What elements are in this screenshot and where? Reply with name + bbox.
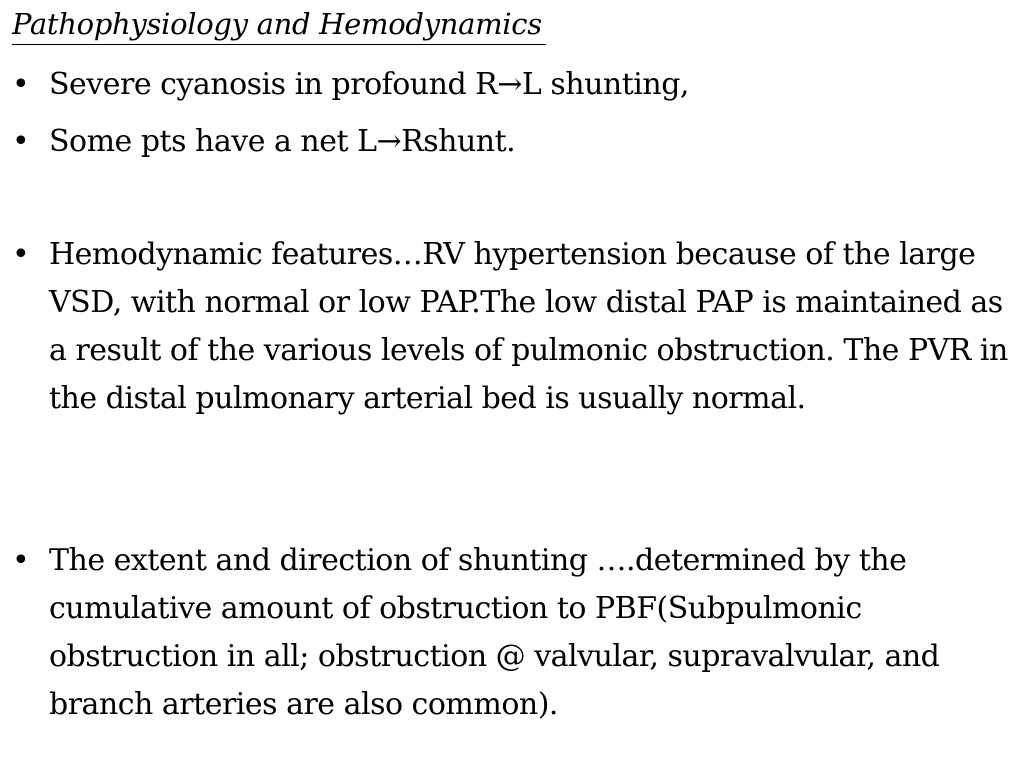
bullet-point-icon: • bbox=[12, 67, 30, 102]
bullet-text: The extent and direction of shunting ….determined by the cumulative amount of obstruction to PBF(Subpulmonic obstruction in all; obstruction @ valvular, supravalvular, and branch arteries are also common). bbox=[49, 543, 940, 722]
bullet-item bbox=[12, 231, 1012, 423]
bullet-point-icon: • bbox=[12, 237, 30, 272]
bullet-item bbox=[12, 61, 1012, 109]
bullet-item bbox=[12, 537, 1012, 729]
bullet-point-icon: • bbox=[12, 124, 30, 159]
bullet-text: Severe cyanosis in profound R→L shunting, bbox=[49, 67, 689, 102]
bullet-text: Some pts have a net L→Rshunt. bbox=[49, 124, 516, 159]
bullet-item bbox=[12, 118, 1012, 166]
bullet-text: Hemodynamic features…RV hypertension because of the large VSD, with normal or low PAP.The low distal PAP is maintained as a result of the various levels of pulmonic obstruction. The PVR in the distal pulmonary arterial bed is usually normal. bbox=[49, 237, 1008, 416]
slide-heading: Pathophysiology and Hemodynamics bbox=[12, 4, 546, 45]
bullet-point-icon: • bbox=[12, 543, 30, 578]
